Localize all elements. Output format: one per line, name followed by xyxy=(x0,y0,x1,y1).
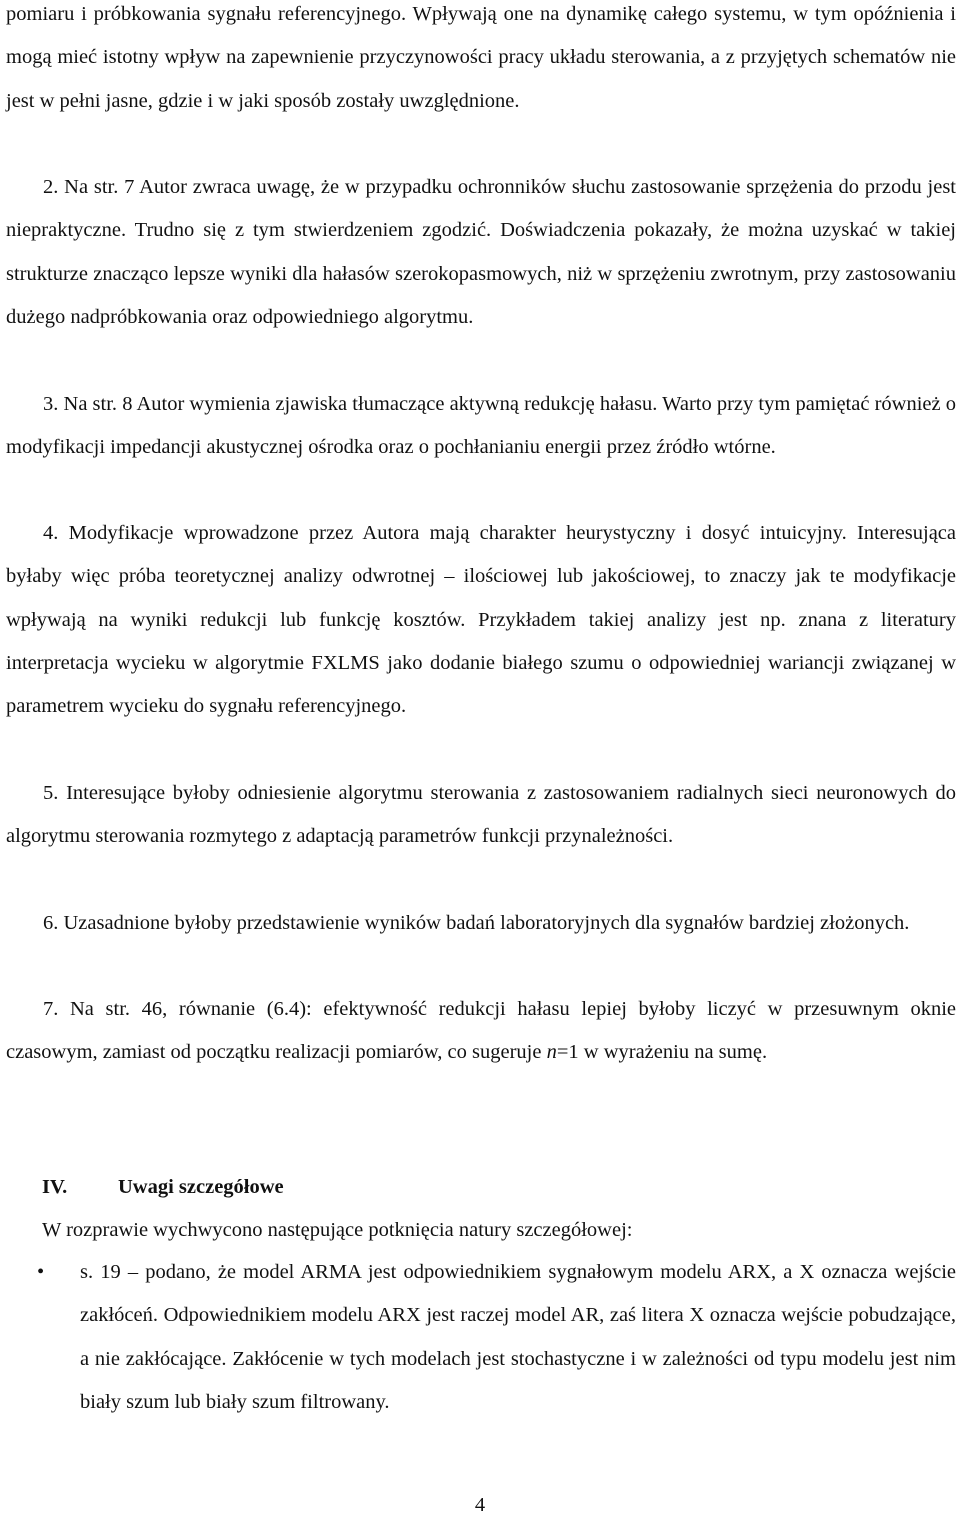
bullet-text: s. 19 – podano, że model ARMA jest odpowiednikiem sygnałowym modelu ARX, a X oznacza wejście zakłóceń. Odpowiednikiem modelu ARX jest raczej model AR, zaś litera X oznacza wejście pobudzające, a nie zakłócające. Zakłócenie w tych modelach jest stochastyczne i w zależności od typu modelu jest nim biały szum lub biały szum filtrowany. xyxy=(80,1261,956,1413)
section-heading xyxy=(42,1167,284,1207)
section-number: IV. xyxy=(42,1176,68,1198)
paragraph-point-4: 4. Modyfikacje wprowadzone przez Autora mają charakter heurystyczny i dosyć intuicyjny. Interesująca byłaby więc próba teoretycznej analizy odwrotnej – ilościowej lub jakościowej, to znaczy jak te modyfikacje wpływają na wyniki redukcji lub funkcję kosztów. Przykładem takiej analizy jest np. znana z literatury interpretacja wycieku w algorytmie FXLMS jako dodanie białego szumu o odpowiedniej wariancji związanej w parametrem wycieku do sygnału referencyjnego. xyxy=(6,522,956,718)
bullet-marker: • xyxy=(37,1261,45,1283)
variable-n: n xyxy=(546,1041,557,1064)
paragraph-point-5: 5. Interesujące byłoby odniesienie algorytmu sterowania z zastosowaniem radialnych sieci neuronowych do algorytmu sterowania rozmytego z adaptacją parametrów funkcji przynależności. xyxy=(6,782,956,848)
page-number: 4 xyxy=(474,1494,486,1516)
section-title: Uwagi szczegółowe xyxy=(118,1176,284,1198)
section-intro: W rozprawie wychwycono następujące potknięcia natury szczegółowej: xyxy=(42,1219,633,1241)
paragraph-point-6: 6. Uzasadnione byłoby przedstawienie wyników badań laboratoryjnych dla sygnałów bardziej złożonych. xyxy=(43,912,910,934)
paragraph-point-7 xyxy=(6,988,956,1075)
paragraph-point-3: 3. Na str. 8 Autor wymienia zjawiska tłumaczące aktywną redukcję hałasu. Warto przy tym pamiętać również o modyfikacji impedancji akustycznej ośrodka oraz o pochłanianiu energii przez źródło wtórne. xyxy=(6,393,956,459)
paragraph-point-7-before: 7. Na str. 46, równanie (6.4): efektywność redukcji hałasu lepiej byłoby liczyć w przesuwnym oknie czasowym, zamiast od początku realizacji pomiarów, co sugeruje xyxy=(6,998,956,1064)
paragraph-point-7-after: =1 w wyrażeniu na sumę. xyxy=(556,1041,768,1064)
paragraph-continuation: pomiaru i próbkowania sygnału referencyjnego. Wpływają one na dynamikę całego systemu, w tym opóźnienia i mogą mieć istotny wpływ na zapewnienie przyczynowości pracy układu sterowania, a z przyjętych schematów nie jest w pełni jasne, gdzie i w jaki sposób zostały uwzględnione. xyxy=(6,3,956,112)
paragraph-point-2: 2. Na str. 7 Autor zwraca uwagę, że w przypadku ochronników słuchu zastosowanie sprzężenia do przodu jest niepraktyczne. Trudno się z tym stwierdzeniem zgodzić. Doświadczenia pokazały, że można uzyskać w takiej strukturze znacząco lepsze wyniki dla hałasów szerokopasmowych, niż w sprzężeniu zwrotnym, przy zastosowaniu dużego nadpróbkowania oraz odpowiedniego algorytmu. xyxy=(6,176,956,328)
